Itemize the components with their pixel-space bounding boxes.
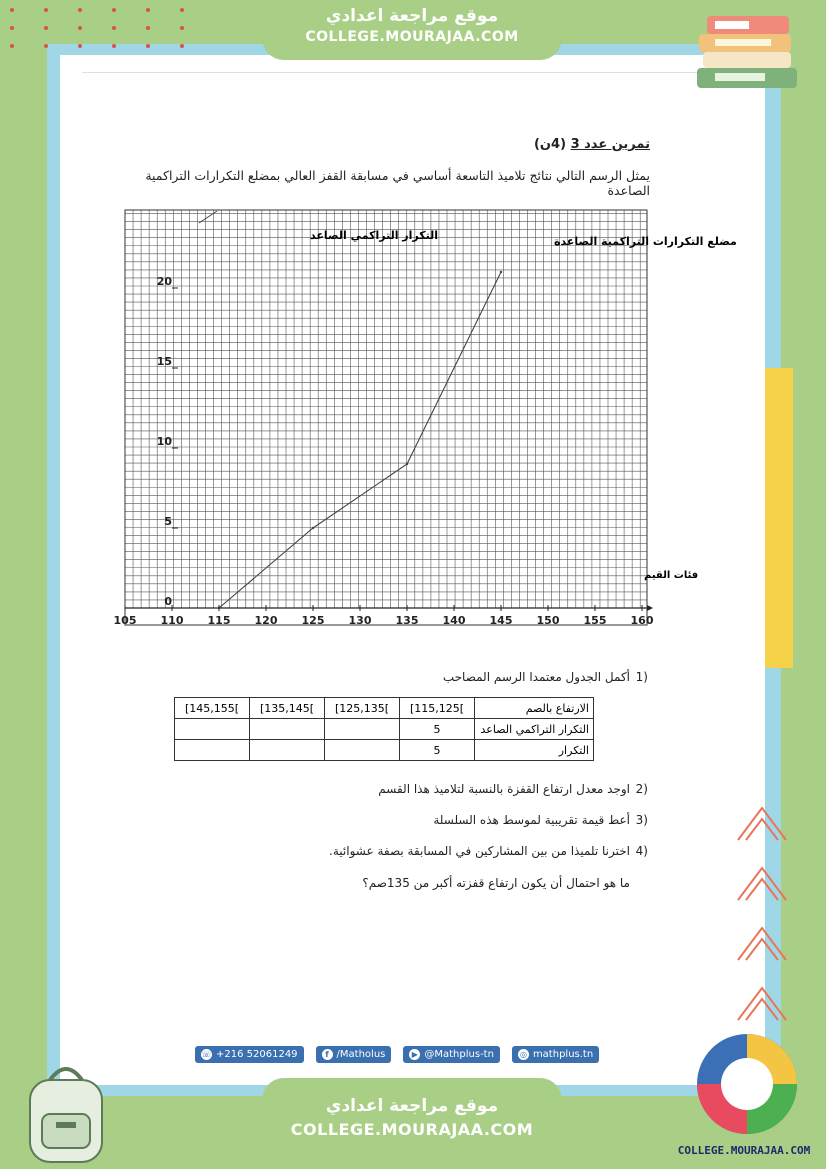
social-text: /Matholus [336, 1049, 386, 1060]
table-cell [325, 719, 400, 740]
footer-site-name-ar: موقع مراجعة اعدادي [325, 1096, 499, 1116]
table-cell: 5 [400, 719, 475, 740]
x-tick-label: 135 [395, 614, 419, 627]
table-row-header: التكرار [475, 740, 594, 761]
table-cell: [135,145[ [250, 698, 325, 719]
table-cell [250, 719, 325, 740]
table-row-header: الارتفاع بالصم [475, 698, 594, 719]
data-point [406, 463, 408, 465]
question-1-text: أكمل الجدول معتمدا الرسم المصاحب [442, 670, 630, 684]
exercise-intro: يمثل الرسم التالي نتائج تلاميذ التاسعة أساسي في مسابقة القفز العالي بمضلع التكرارات التراكمية الصاعدة [145, 168, 650, 198]
x-tick-label: 140 [442, 614, 466, 627]
x-tick-label: 130 [348, 614, 372, 627]
education-logo-icon [692, 1022, 802, 1142]
question-1 [110, 670, 648, 684]
divider [82, 72, 712, 73]
social-link-website[interactable] [512, 1046, 599, 1063]
site-header [262, 0, 562, 60]
social-text: @Mathplus-tn [424, 1049, 494, 1060]
table-cell: 5 [400, 740, 475, 761]
frequency-table [174, 697, 594, 761]
chart-grid [125, 210, 647, 625]
question-2-text: اوجد معدل ارتفاع القفزة بالنسبة لتلاميذ هذا القسم [378, 782, 630, 796]
x-tick-label: 120 [254, 614, 278, 627]
axis-pointer [199, 211, 217, 223]
table-cell: [145,155[ [175, 698, 250, 719]
brand-text: COLLEGE.MOURAJAA.COM [677, 1144, 811, 1157]
question-3-text: أعط قيمة تقريبية لموسط هذه السلسلة [433, 813, 630, 827]
footer-site-url[interactable]: COLLEGE.MOURAJAA.COM [290, 1120, 534, 1139]
question-4-text: اخترنا تلميذا من بين المشاركين في المسابقة بصفة عشوائية. [329, 844, 630, 858]
question-3 [110, 813, 648, 827]
exercise-title-text: تمرين عدد 3 [570, 137, 650, 152]
question-2-number: 2) [635, 782, 648, 796]
table-row [175, 740, 594, 761]
chart-ticks [114, 275, 654, 627]
social-text: mathplus.tn [532, 1049, 594, 1060]
table-cell [325, 740, 400, 761]
x-axis-label: فئات القيم [644, 570, 699, 581]
data-point [500, 271, 502, 273]
table-cell [175, 719, 250, 740]
cumulative-frequency-chart [113, 207, 737, 629]
table-cell [175, 740, 250, 761]
chart-border [125, 210, 647, 625]
question-3-number: 3) [635, 813, 648, 827]
exercise-points: (4ن) [533, 137, 567, 152]
x-tick-label: 150 [536, 614, 560, 627]
question-2 [110, 782, 648, 796]
site-url[interactable]: COLLEGE.MOURAJAA.COM [305, 29, 519, 45]
table-cell: [115,125[ [400, 698, 475, 719]
table-cell: [125,135[ [325, 698, 400, 719]
social-link-whatsapp[interactable] [195, 1046, 304, 1063]
y-tick-label: 20 [156, 275, 172, 288]
books-icon [693, 12, 803, 92]
chart-axes [125, 605, 653, 625]
x-tick-label: 110 [160, 614, 184, 627]
table-cell [250, 740, 325, 761]
exercise-title [170, 137, 650, 152]
social-link-facebook[interactable] [316, 1046, 392, 1063]
x-tick-label: 160 [630, 614, 654, 627]
x-tick-label: 115 [207, 614, 231, 627]
globe-icon: ◎ [518, 1049, 529, 1060]
site-footer [262, 1078, 562, 1169]
site-name-ar: موقع مراجعة اعدادي [325, 6, 499, 26]
question-4-number: 4) [635, 844, 648, 858]
backpack-icon [16, 1056, 116, 1166]
social-link-youtube[interactable] [403, 1046, 500, 1063]
social-text: +216 52061249 [216, 1049, 298, 1060]
y-tick-label: 5 [164, 515, 172, 528]
question-4-followup: ما هو احتمال أن يكون ارتفاع قفزته أكبر من 135صم؟ [362, 876, 630, 890]
dots-decoration [0, 0, 240, 60]
facebook-icon: f [322, 1049, 333, 1060]
table-row [175, 719, 594, 740]
x-tick-label: 155 [583, 614, 607, 627]
y-tick-label: 10 [156, 435, 172, 448]
x-tick-label: 105 [113, 614, 137, 627]
y-tick-label: 0 [164, 595, 172, 608]
y-tick-label: 15 [156, 355, 172, 368]
table-row-header: التكرار التراكمي الصاعد [475, 719, 594, 740]
question-4 [110, 844, 648, 858]
table-row [175, 698, 594, 719]
x-tick-label: 125 [301, 614, 325, 627]
series-label: مضلع التكرارات التراكمية الصاعدة [554, 235, 737, 248]
data-point [312, 527, 314, 529]
question-1-number: 1) [635, 670, 648, 684]
youtube-icon: ▶ [409, 1049, 420, 1060]
x-tick-label: 145 [489, 614, 513, 627]
y-axis-label: التكرار التراكمي الصاعد [310, 229, 439, 242]
series-line [219, 272, 501, 608]
whatsapp-icon: ☏ [201, 1050, 212, 1059]
social-links [195, 1046, 599, 1063]
chevrons-decoration [732, 790, 792, 1030]
